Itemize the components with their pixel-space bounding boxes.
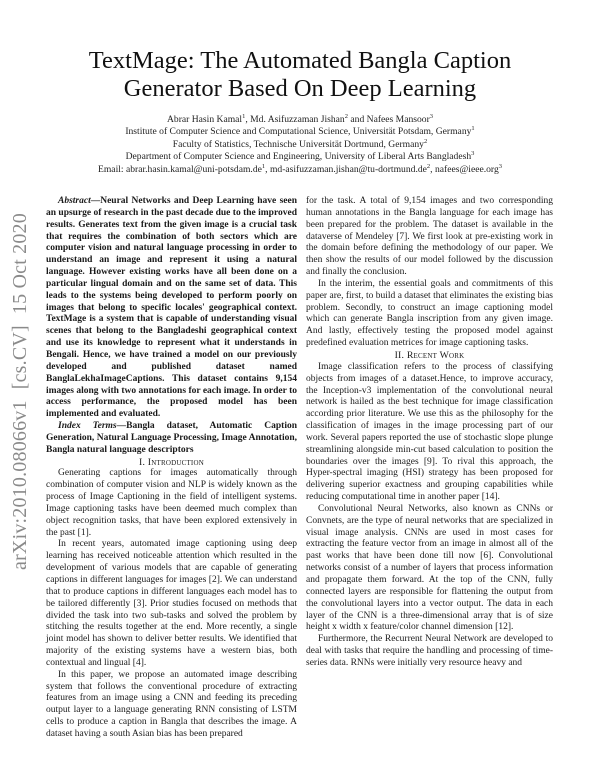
affiliation-marker: 1 [261,162,266,170]
paragraph-continued: for the task. A total of 9,154 images and two corresponding human annotations in the Bangla language for each image has been prepared for the problem. The dataset is available in the dataverse of Mendeley [7]. We first look at pre-existing work in the domain before defining the methodology of our paper. We then show the results of our model followed by the discussion and finally the conclusion. [306,196,553,278]
index-terms-text: Bangla dataset, Automatic Caption Generation, Natural Language Processing, Image Annotation, Bangla natural language descriptors [46,421,297,455]
separator: , [430,163,435,175]
separator: , [265,163,270,175]
author-name: Abrar Hasin Kamal [166,114,243,125]
abstract-label: Abstract [58,196,91,206]
separator: , [245,114,251,125]
arxiv-category: [cs.CV] [9,325,31,390]
paragraph: Convolutional Neural Networks, also known as CNNs or Convnets, are the type of neural networks that are specialized in visual image analysis. CNNs are used in most cases for extracting the feature vector from an image in almost all of the past works that have been done till now [6]. Convolutional networks consist of a number of layers that process information and propagate them forward. At the top of the CNN, fully connected layers are responsible for flattening the output from the convolutional layers into a vector output. The data in each layer of the CNN is a three-dimensional array that is of size height x width x feature/color channel dimension [12]. [306,503,553,633]
email-label: Email: [97,163,126,175]
email-link[interactable]: nafees@ieee.org [434,163,499,175]
abstract [46,196,297,421]
dash: — [116,421,127,432]
affiliation-marker: 3 [498,162,502,170]
affiliation-marker: 2 [423,137,428,145]
affiliation-marker: 2 [426,162,431,170]
paragraph: In the interim, the essential goals and commitments of this paper are, first, to build a dataset that eliminates the existing bias problem. Secondly, to construct an image captioning model which can generate Bangla inscription from any given image. And lastly, effectively testing the proposed model against predefined evaluation metrices for image captioning tasks. [306,278,553,349]
affiliation-marker: 3 [429,113,434,120]
affiliation-text: Faculty of Statistics, Technische Universität Dortmund, Germany [172,138,424,150]
title-line-1: TextMage: The Automated Bangla Caption [88,47,512,74]
arxiv-date: 15 Oct 2020 [9,213,31,315]
arxiv-id[interactable]: arXiv:2010.08066v1 [9,400,31,570]
email-line [0,164,600,176]
title-line-2: Generator Based On Deep Learning [123,75,477,102]
paragraph: Image classification refers to the process of classifying objects from images of a dataset.Hence, to improve accuracy, the Inception-v3 implementation of the convolutional neural network is hailed as the best technique for image classification according prior literature. We use this as the philosophy for the classification of images in the image processing part of our work. Several papers reported the use of stochastic slope plunge streamlining alongside min-cut based calculation to position the boundaries over the images [9]. To rival this approach, the Hyper-spectral imaging (HSI) strategy has been proposed for delivering superior exactness and grouping capabilities while reducing computational time in another paper [14]. [306,361,553,503]
abstract-text: Neural Networks and Deep Learning have seen an upsurge of research in the past decade due to the improved results. Generates text from the given image is a crucial task that requires the combination of both sectors which are computer vision and natural language processing in order to understand an image and represent it using a natural language. However existing works have all been done on a particular lingual domain and on the same set of data. This leads to the systems being developed to perform poorly on images that belong to specific locales' geographical context. TextMage is a system that is capable of understanding visual scenes that belong to the Bangladeshi geographical context and use its knowledge to represent what it understands in Bengali. Hence, we have trained a model on our previously developed and published dataset named BanglaLekhaImageCaptions. This dataset contains 9,154 images along with two annotations for each image. In order to access performance, the proposed model has been implemented and evaluated. [46,196,297,420]
email-link[interactable]: md-asifuzzaman.jishan@tu-dortmund.de [269,163,427,175]
affiliation-marker: 2 [344,113,348,120]
section-heading-recent-work: II. Recent Work [394,349,465,361]
affiliation [0,139,600,151]
affiliation [0,126,600,138]
affiliation-text: Institute of Computer Science and Computational Science, Universität Potsdam, Germany [125,126,472,138]
email-link[interactable]: abrar.hasin.kamal@uni-potsdam.de [125,163,262,175]
author-name: Nafees Mansoor [366,114,430,125]
affiliation-marker: 3 [471,150,475,158]
paragraph: Generating captions for images automatically through combination of computer vision and NLP is widely known as the process of Image Captioning in the field of intelligent systems. Image captioning tasks have been deemed much complex than object recognition tasks, that have been explored extensively in the past [1]. [46,468,297,538]
affiliation-marker: 1 [471,125,475,133]
author-block [0,114,600,176]
paragraph: In this paper, we propose an automated image describing system that follows the conventional procedure of extracting features from an image using a CNN and feeding its preceding output layer to a language generating RNN consisting of LSTM cells to produce a caption in Bangla that describes the image. A dataset having a south Asian bias has been prepared [46,669,297,739]
author-name: Md. Asifuzzaman Jishan [250,114,345,125]
left-column [46,196,297,741]
affiliation [0,151,600,163]
paragraph: Furthermore, the Recurrent Neural Network are developed to deal with tasks that require the handling and processing of time-series data. RNNs were initially very resource heavy and [306,634,553,668]
arxiv-stamp [9,202,32,570]
paragraph: In recent years, automated image captioning using deep learning has received noticeable attention which resulted in the development of various models that are capable of generating captions in different languages for images [2]. We can understand that to produce captions in different languages each model has to be tailored differently [3]. Prior studies focused on methods that divided the task into two sub-tasks and solved the problem by stitching the results together at the end. More recently, a single joint model has shown to deliver better results. We identified that majority of the existing systems have a western bias, both contextual and lingual [4]. [46,539,297,668]
section-heading-introduction: I. Introduction [139,456,204,468]
author-names [0,114,600,126]
affiliation-text: Department of Computer Science and Engineering, University of Liberal Arts Bangladesh [125,151,472,163]
index-terms-label: Index Terms [58,421,117,432]
right-column [306,196,553,670]
affiliation-marker: 1 [242,113,246,120]
dash: — [90,196,101,206]
paper-title [0,47,600,103]
separator: and [347,114,367,125]
index-terms [46,421,297,457]
